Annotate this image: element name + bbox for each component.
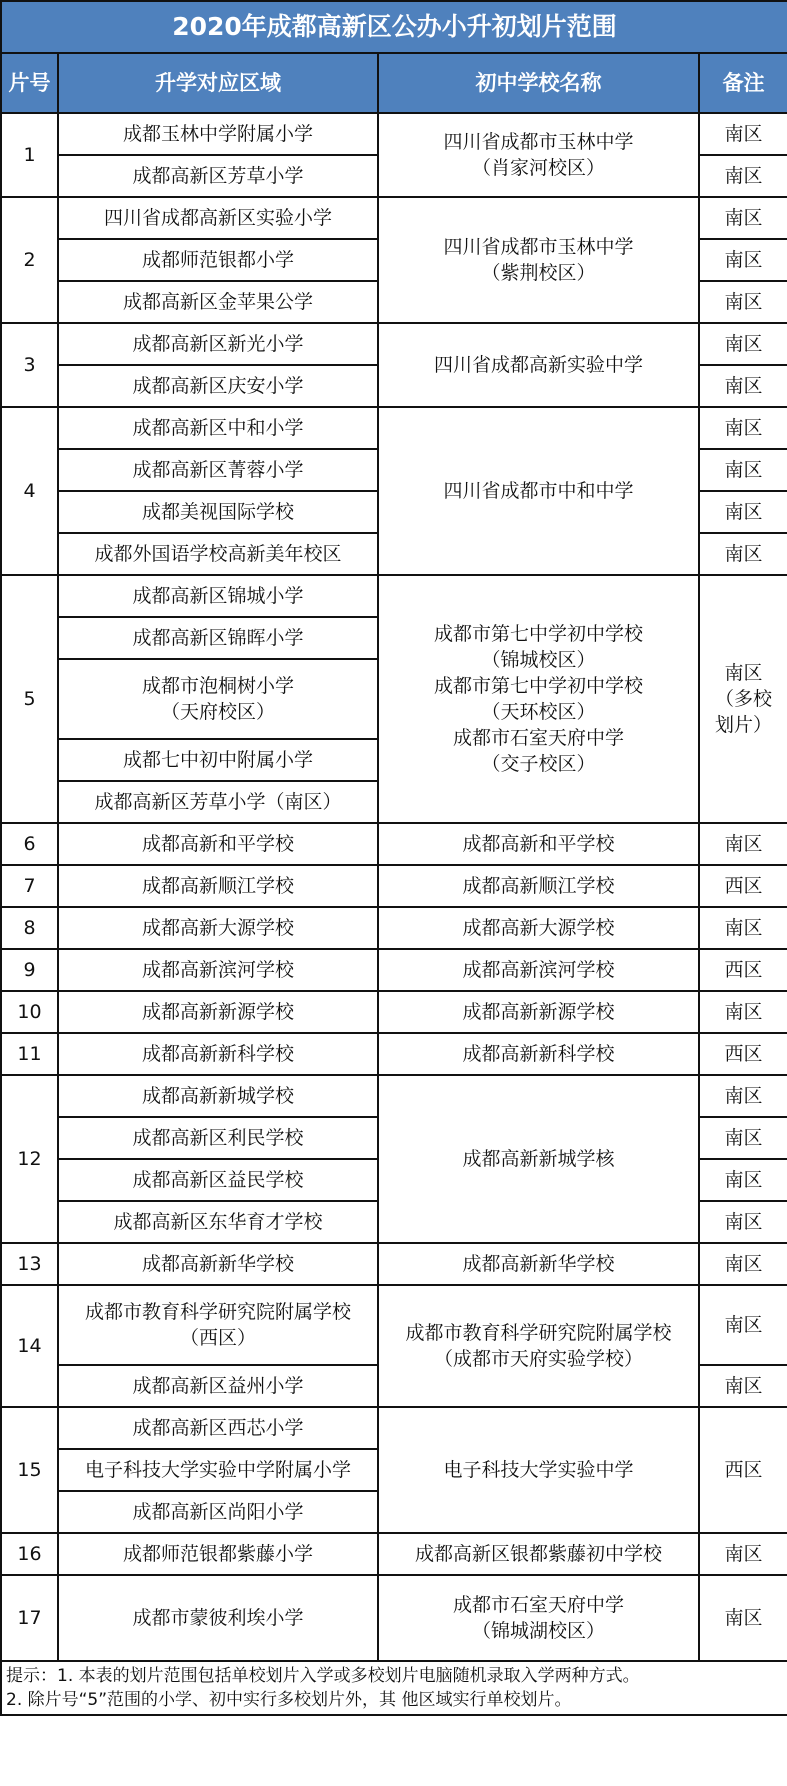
table-row (1, 575, 787, 617)
primary-school: 成都高新区庆安小学 (58, 365, 378, 407)
middle-school: 成都市教育科学研究院附属学校 （成都市天府实验学校） (378, 1285, 699, 1407)
primary-school: 成都高新区菁蓉小学 (58, 449, 378, 491)
table-row (1, 991, 787, 1033)
note: 南区 (699, 113, 787, 155)
table-row (1, 407, 787, 449)
table-row (1, 1243, 787, 1285)
note: 南区 (699, 1575, 787, 1661)
primary-school: 成都高新大源学校 (58, 907, 378, 949)
note: 南区 (699, 1117, 787, 1159)
primary-school: 成都高新区益州小学 (58, 1365, 378, 1407)
note: 南区 (699, 1365, 787, 1407)
primary-school: 成都高新区金苹果公学 (58, 281, 378, 323)
primary-school: 成都高新区西芯小学 (58, 1407, 378, 1449)
zone-number: 3 (1, 323, 58, 407)
footer-notes (1, 1661, 787, 1715)
middle-school: 电子科技大学实验中学 (378, 1407, 699, 1533)
note: 西区 (699, 949, 787, 991)
zone-number: 17 (1, 1575, 58, 1661)
zone-number: 2 (1, 197, 58, 323)
zone-number: 11 (1, 1033, 58, 1075)
table-row (1, 949, 787, 991)
primary-school: 成都高新区中和小学 (58, 407, 378, 449)
header-notes: 备注 (699, 53, 787, 113)
note: 南区 (699, 239, 787, 281)
note: 南区 (699, 1159, 787, 1201)
note: 南区 (699, 533, 787, 575)
middle-school: 成都市第七中学初中学校 （锦城校区） 成都市第七中学初中学校 （天环校区） 成都市石室天府中学 （交子校区） (378, 575, 699, 823)
primary-school: 成都高新区东华育才学校 (58, 1201, 378, 1243)
middle-school: 四川省成都市玉林中学 （肖家河校区） (378, 113, 699, 197)
primary-school: 成都高新区芳草小学（南区） (58, 781, 378, 823)
note: 南区 (699, 907, 787, 949)
note: 南区 (699, 155, 787, 197)
table-row (1, 823, 787, 865)
zone-number: 4 (1, 407, 58, 575)
zone-number: 6 (1, 823, 58, 865)
note: 西区 (699, 1407, 787, 1533)
primary-school: 成都市教育科学研究院附属学校 （西区） (58, 1285, 378, 1365)
note: 南区 (699, 407, 787, 449)
primary-school: 成都师范银都紫藤小学 (58, 1533, 378, 1575)
middle-school: 成都市石室天府中学 （锦城湖校区） (378, 1575, 699, 1661)
primary-school: 四川省成都高新区实验小学 (58, 197, 378, 239)
note: 南区 (699, 1285, 787, 1365)
note: 南区 (699, 1243, 787, 1285)
note: 南区 (699, 991, 787, 1033)
middle-school: 成都高新大源学校 (378, 907, 699, 949)
header-primary-school: 升学对应区域 (58, 53, 378, 113)
table-title: 2020年成都高新区公办小升初划片范围 (1, 1, 787, 53)
primary-school: 成都高新新城学校 (58, 1075, 378, 1117)
note: 南区 (699, 281, 787, 323)
header-zone-number: 片号 (1, 53, 58, 113)
table-row (1, 1075, 787, 1117)
primary-school: 成都玉林中学附属小学 (58, 113, 378, 155)
table-row (1, 197, 787, 239)
middle-school: 成都高新滨河学校 (378, 949, 699, 991)
zone-number: 14 (1, 1285, 58, 1407)
table-row (1, 1407, 787, 1449)
zone-number: 8 (1, 907, 58, 949)
primary-school: 成都高新滨河学校 (58, 949, 378, 991)
header-middle-school: 初中学校名称 (378, 53, 699, 113)
zone-number: 12 (1, 1075, 58, 1243)
note: 南区 (699, 197, 787, 239)
primary-school: 成都高新新源学校 (58, 991, 378, 1033)
primary-school: 电子科技大学实验中学附属小学 (58, 1449, 378, 1491)
table-row (1, 1533, 787, 1575)
zone-number: 10 (1, 991, 58, 1033)
primary-school: 成都美视国际学校 (58, 491, 378, 533)
middle-school: 成都高新顺江学校 (378, 865, 699, 907)
note: 西区 (699, 1033, 787, 1075)
note: 西区 (699, 865, 787, 907)
primary-school: 成都外国语学校高新美年校区 (58, 533, 378, 575)
note: 南区 （多校 划片） (699, 575, 787, 823)
zone-number: 15 (1, 1407, 58, 1533)
primary-school: 成都市泡桐树小学 （天府校区） (58, 659, 378, 739)
primary-school: 成都高新区益民学校 (58, 1159, 378, 1201)
footer-line-2: 2. 除片号“5”范围的小学、初中实行多校划片外，其 他区域实行单校划片。 (6, 1690, 572, 1710)
primary-school: 成都高新区尚阳小学 (58, 1491, 378, 1533)
table-row (1, 907, 787, 949)
primary-school: 成都七中初中附属小学 (58, 739, 378, 781)
note: 南区 (699, 1533, 787, 1575)
note: 南区 (699, 491, 787, 533)
middle-school: 成都高新区银都紫藤初中学校 (378, 1533, 699, 1575)
note: 南区 (699, 1201, 787, 1243)
note: 南区 (699, 1075, 787, 1117)
middle-school: 成都高新和平学校 (378, 823, 699, 865)
middle-school: 四川省成都市玉林中学 （紫荆校区） (378, 197, 699, 323)
note: 南区 (699, 323, 787, 365)
zone-number: 9 (1, 949, 58, 991)
middle-school: 成都高新新华学校 (378, 1243, 699, 1285)
middle-school: 成都高新新城学核 (378, 1075, 699, 1243)
primary-school: 成都高新顺江学校 (58, 865, 378, 907)
primary-school: 成都高新区利民学校 (58, 1117, 378, 1159)
primary-school: 成都市蒙彼利埃小学 (58, 1575, 378, 1661)
table-row (1, 1575, 787, 1661)
primary-school: 成都高新和平学校 (58, 823, 378, 865)
table-row (1, 1285, 787, 1365)
table-row (1, 323, 787, 365)
primary-school: 成都高新区新光小学 (58, 323, 378, 365)
table-row (1, 1033, 787, 1075)
note: 南区 (699, 365, 787, 407)
primary-school: 成都高新新华学校 (58, 1243, 378, 1285)
zone-number: 7 (1, 865, 58, 907)
primary-school: 成都高新区锦晖小学 (58, 617, 378, 659)
zone-number: 5 (1, 575, 58, 823)
table-row (1, 113, 787, 155)
table-body (1, 113, 787, 1661)
table-row (1, 865, 787, 907)
middle-school: 成都高新新源学校 (378, 991, 699, 1033)
middle-school: 成都高新新科学校 (378, 1033, 699, 1075)
footer-line-1: 提示：1. 本表的划片范围包括单校划片入学或多校划片电脑随机录取入学两种方式。 (6, 1666, 640, 1686)
middle-school: 四川省成都市中和中学 (378, 407, 699, 575)
note: 南区 (699, 823, 787, 865)
note: 南区 (699, 449, 787, 491)
primary-school: 成都高新区芳草小学 (58, 155, 378, 197)
primary-school: 成都高新区锦城小学 (58, 575, 378, 617)
primary-school: 成都师范银都小学 (58, 239, 378, 281)
zone-number: 13 (1, 1243, 58, 1285)
zone-number: 1 (1, 113, 58, 197)
primary-school: 成都高新新科学校 (58, 1033, 378, 1075)
middle-school: 四川省成都高新实验中学 (378, 323, 699, 407)
zone-number: 16 (1, 1533, 58, 1575)
